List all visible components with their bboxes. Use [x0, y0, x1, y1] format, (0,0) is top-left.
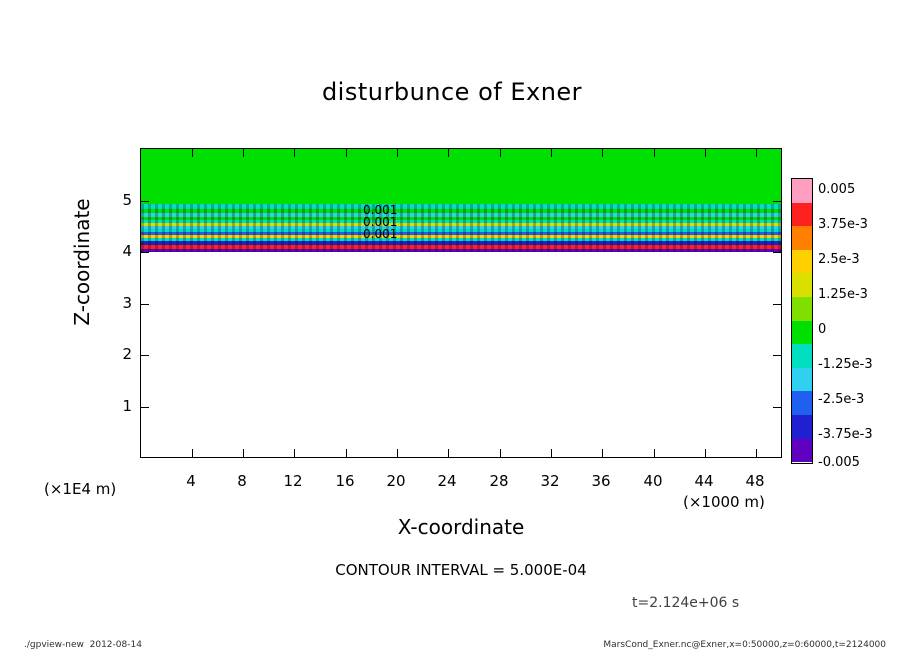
- x-tick: [654, 149, 655, 157]
- x-tick: [397, 449, 398, 457]
- colorbar-cell: [792, 273, 812, 297]
- y-tick: [141, 407, 149, 408]
- colorbar-tick-label: 0.005: [818, 182, 856, 197]
- x-tick: [448, 449, 449, 457]
- colorbar-tick-label: -1.25e-3: [818, 357, 873, 372]
- colorbar-tick-label: 0: [818, 322, 827, 337]
- x-tick: [346, 149, 347, 157]
- x-tick: [243, 149, 244, 157]
- colorbar-cell: [792, 250, 812, 274]
- footer-left-text: ./gpview-new 2012-08-14: [24, 640, 142, 650]
- y-tick-label: 2: [122, 345, 132, 363]
- x-tick: [397, 149, 398, 157]
- contour-value-label: 0.001: [363, 227, 398, 241]
- y-tick-label: 4: [122, 242, 132, 260]
- x-tick: [294, 449, 295, 457]
- y-tick: [773, 355, 781, 356]
- x-tick: [705, 449, 706, 457]
- colorbar-cell: [792, 439, 812, 463]
- y-tick-label: 3: [122, 294, 132, 312]
- contour-value-label: 0.001: [363, 203, 398, 217]
- footer-right-text: MarsCond_Exner.nc@Exner,x=0:50000,z=0:60000,t=2124000: [603, 640, 886, 650]
- colorbar-tick-label: 2.5e-3: [818, 252, 860, 267]
- x-tick-label: 24: [437, 472, 457, 490]
- y-tick: [141, 201, 149, 202]
- x-tick: [756, 149, 757, 157]
- x-tick-label: 4: [186, 472, 196, 490]
- colorbar: [791, 178, 813, 464]
- y-tick: [773, 304, 781, 305]
- x-tick: [654, 449, 655, 457]
- colorbar-tick-label: 1.25e-3: [818, 287, 868, 302]
- x-tick: [756, 449, 757, 457]
- x-tick-label: 36: [591, 472, 611, 490]
- colorbar-tick-label: -2.5e-3: [818, 392, 865, 407]
- y-tick: [141, 304, 149, 305]
- x-tick: [500, 449, 501, 457]
- x-tick-label: 16: [335, 472, 355, 490]
- colorbar-cell: [792, 226, 812, 250]
- y-tick: [141, 355, 149, 356]
- x-tick-label: 20: [386, 472, 406, 490]
- colorbar-cell: [792, 297, 812, 321]
- colorbar-cell: [792, 321, 812, 345]
- y-tick: [773, 201, 781, 202]
- plot-area: [140, 148, 782, 458]
- x-tick-label: 8: [237, 472, 247, 490]
- x-tick: [448, 149, 449, 157]
- y-tick: [773, 407, 781, 408]
- x-tick: [192, 149, 193, 157]
- x-axis-unit: (×1000 m): [683, 493, 765, 511]
- colorbar-cell: [792, 203, 812, 227]
- contour-value-label: 0.001: [363, 215, 398, 229]
- colorbar-tick-label: -0.005: [818, 455, 860, 470]
- x-tick: [192, 449, 193, 457]
- colorbar-cell: [792, 179, 812, 203]
- x-tick-label: 44: [694, 472, 714, 490]
- x-tick: [346, 449, 347, 457]
- contour-interval-note: CONTOUR INTERVAL = 5.000E-04: [335, 561, 587, 579]
- y-tick-label: 5: [122, 191, 132, 209]
- x-tick-label: 40: [643, 472, 663, 490]
- x-tick: [500, 149, 501, 157]
- x-tick: [602, 449, 603, 457]
- contour-lines: [141, 204, 781, 252]
- time-stamp: t=2.124e+06 s: [632, 595, 740, 611]
- colorbar-tick-label: 3.75e-3: [818, 217, 868, 232]
- x-tick-label: 32: [540, 472, 560, 490]
- y-axis-title: Z-coordinate: [70, 198, 94, 326]
- x-tick: [551, 449, 552, 457]
- y-tick: [141, 252, 149, 253]
- y-axis-unit: (×1E4 m): [44, 480, 117, 498]
- x-tick-label: 12: [283, 472, 303, 490]
- x-tick: [551, 149, 552, 157]
- x-tick-label: 48: [745, 472, 765, 490]
- x-tick: [243, 449, 244, 457]
- y-tick-label: 1: [122, 397, 132, 415]
- x-tick: [705, 149, 706, 157]
- page-title: disturbunce of Exner: [321, 78, 583, 106]
- x-tick-label: 28: [489, 472, 509, 490]
- x-tick: [294, 149, 295, 157]
- colorbar-tick-label: -3.75e-3: [818, 427, 873, 442]
- colorbar-cell: [792, 344, 812, 368]
- colorbar-cell: [792, 391, 812, 415]
- colorbar-cell: [792, 415, 812, 439]
- colorbar-cell: [792, 368, 812, 392]
- x-tick: [602, 149, 603, 157]
- y-tick: [773, 252, 781, 253]
- x-axis-title: X-coordinate: [397, 515, 525, 539]
